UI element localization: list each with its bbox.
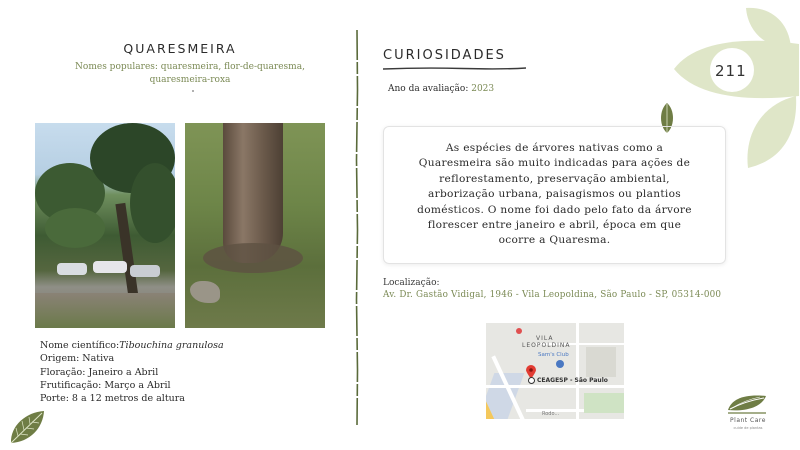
location-map[interactable]: [486, 323, 624, 419]
scientific-name-row: [40, 339, 224, 352]
map-area-label: LEOPOLDINA: [522, 342, 571, 349]
separator-dot: [192, 90, 194, 92]
leaf-icon: [8, 408, 48, 446]
popular-names-line-1: Nomes populares: quaresmeira, flor-de-quaresma,: [75, 62, 305, 72]
curiosity-card: [383, 126, 726, 264]
brand-name: Plant Care: [730, 417, 766, 424]
map-poi-label: Sam's Club: [538, 352, 569, 358]
column-divider: [353, 30, 361, 425]
curiosity-line: Quaresmeira são muito indicadas para ações de: [418, 157, 691, 170]
brand-tagline: cuide de plantas: [733, 426, 763, 430]
popular-names: [40, 61, 340, 87]
curiosities-title: CURIOSIDADES: [383, 48, 506, 63]
leaf-icon: [742, 94, 798, 172]
location-label: Localização:: [383, 278, 440, 288]
title-underline: [383, 67, 526, 70]
map-road-label: Rodo...: [542, 411, 560, 417]
map-area-label: VILA: [536, 335, 554, 342]
origin-row: Origem: Nativa: [40, 353, 115, 365]
popular-names-line-2: quaresmeira-roxa: [149, 75, 231, 85]
species-facts: [40, 339, 224, 405]
species-title: QUARESMEIRA: [123, 41, 237, 56]
map-marker-label: CEAGESP - São Paulo: [537, 377, 608, 384]
curiosity-line: reflorestamento, preservação ambiental,: [439, 172, 670, 185]
map-marker-dot: [528, 377, 535, 384]
curiosity-line: arborização urbana, paisagismos ou plantios: [427, 188, 682, 201]
size-row: Porte: 8 a 12 metros de altura: [40, 393, 185, 405]
tree-photo-wide: [35, 123, 175, 328]
tree-trunk-photo: [185, 123, 325, 328]
plant-care-logo: [726, 392, 768, 416]
year-label: Ano da avaliação:: [388, 84, 469, 94]
scientific-name: Tibouchina granulosa: [119, 340, 224, 351]
species-number: 211: [715, 62, 747, 80]
fruiting-row: Frutificação: Março a Abril: [40, 379, 171, 391]
year-value: 2023: [471, 84, 495, 94]
map-poi-icon: [516, 328, 522, 334]
curiosity-line: florescer entre janeiro e abril, época em que: [427, 219, 682, 232]
evaluation-year: [388, 84, 494, 94]
map-poi-icon: [556, 360, 564, 368]
location-address[interactable]: Av. Dr. Gastão Vidigal, 1946 - Vila Leopoldina, São Paulo - SP, 05314-000: [383, 290, 722, 300]
flowering-row: Floração: Janeiro a Abril: [40, 366, 159, 378]
curiosity-line: ocorre a Quaresma.: [498, 234, 611, 247]
curiosity-line: As espécies de árvores nativas como a: [445, 142, 664, 154]
scientific-label: Nome científico:: [40, 340, 120, 351]
curiosity-line: domésticos. O nome foi dado pelo fato da árvore: [417, 203, 692, 216]
